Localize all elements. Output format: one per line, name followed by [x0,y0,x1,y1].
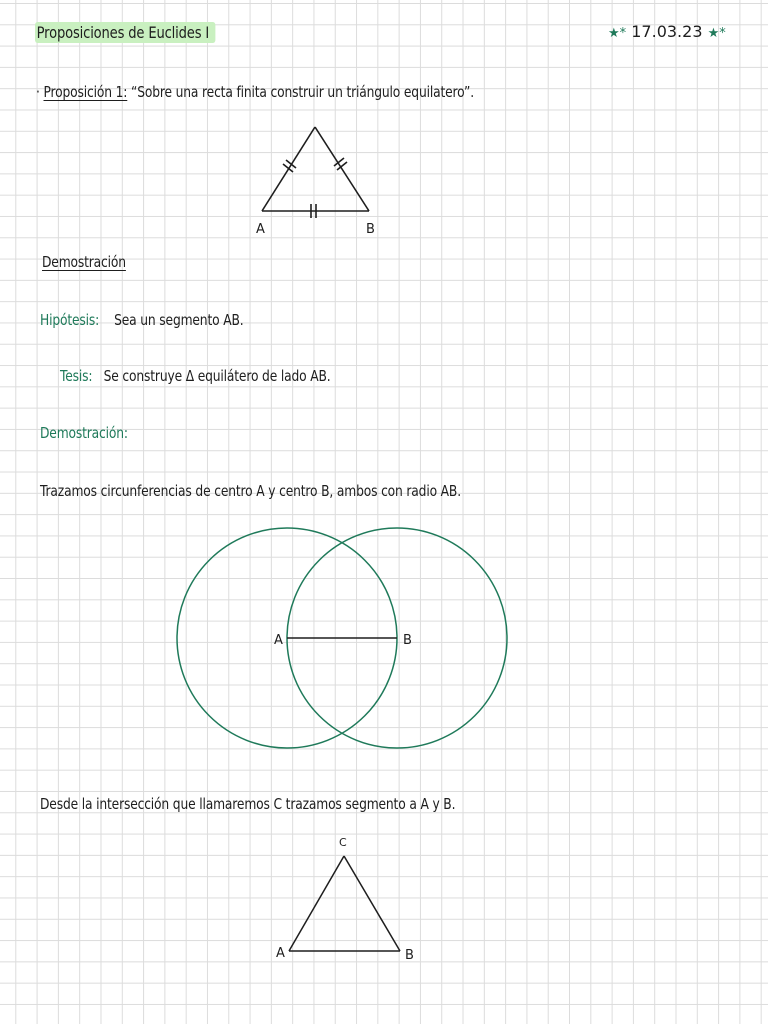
vertex-b-label: B [366,222,375,237]
vertex-b-label: B [405,948,414,963]
date-stamp [608,22,726,41]
proposition-statement: “Sobre una recta finita construir un triángulo equilatero”. [131,83,475,101]
step-2-text: Desde la intersección que llamaremos C trazamos segmento a A y B. [40,795,456,813]
tick-mark [337,162,347,170]
center-b-label: B [403,633,412,648]
date-text: 17.03.23 [631,22,703,41]
star-icon: ★* [608,26,627,41]
side-cb [344,856,400,951]
triangle-right-side [315,127,369,211]
bullet: · [36,83,40,101]
page-title: Proposiciones de Euclides I [35,22,216,43]
tick-mark [334,158,344,166]
tick-mark [286,160,296,168]
proposition-line [36,83,474,101]
side-ac [289,856,344,951]
tesis-line [60,367,331,385]
demostracion-heading: Demostración [42,253,126,271]
triangle-abc-figure [276,836,414,963]
demostracion-label: Demostración: [40,424,128,442]
star-icon: ★* [707,26,726,41]
hipotesis-label: Hipótesis: [40,311,100,329]
tesis-label: Tesis: [60,367,93,385]
tick-mark [283,164,293,172]
center-a-label: A [274,633,283,648]
vertex-c-label: C [339,836,347,849]
triangle-left-side [262,127,315,211]
vertex-a-label: A [276,946,285,961]
proposition-label: Proposición 1: [43,83,128,101]
step-1-text: Trazamos circunferencias de centro A y centro B, ambos con radio AB. [40,482,461,500]
vertex-a-label: A [256,222,265,237]
two-circles-figure [177,528,507,748]
triangle-ab [262,127,369,218]
hipotesis-line [40,311,243,329]
tesis-text: Se construye Δ equilátero de lado AB. [103,367,331,385]
hipotesis-text: Sea un segmento AB. [114,311,244,329]
circle-center-a [177,528,397,748]
circle-center-b [287,528,507,748]
